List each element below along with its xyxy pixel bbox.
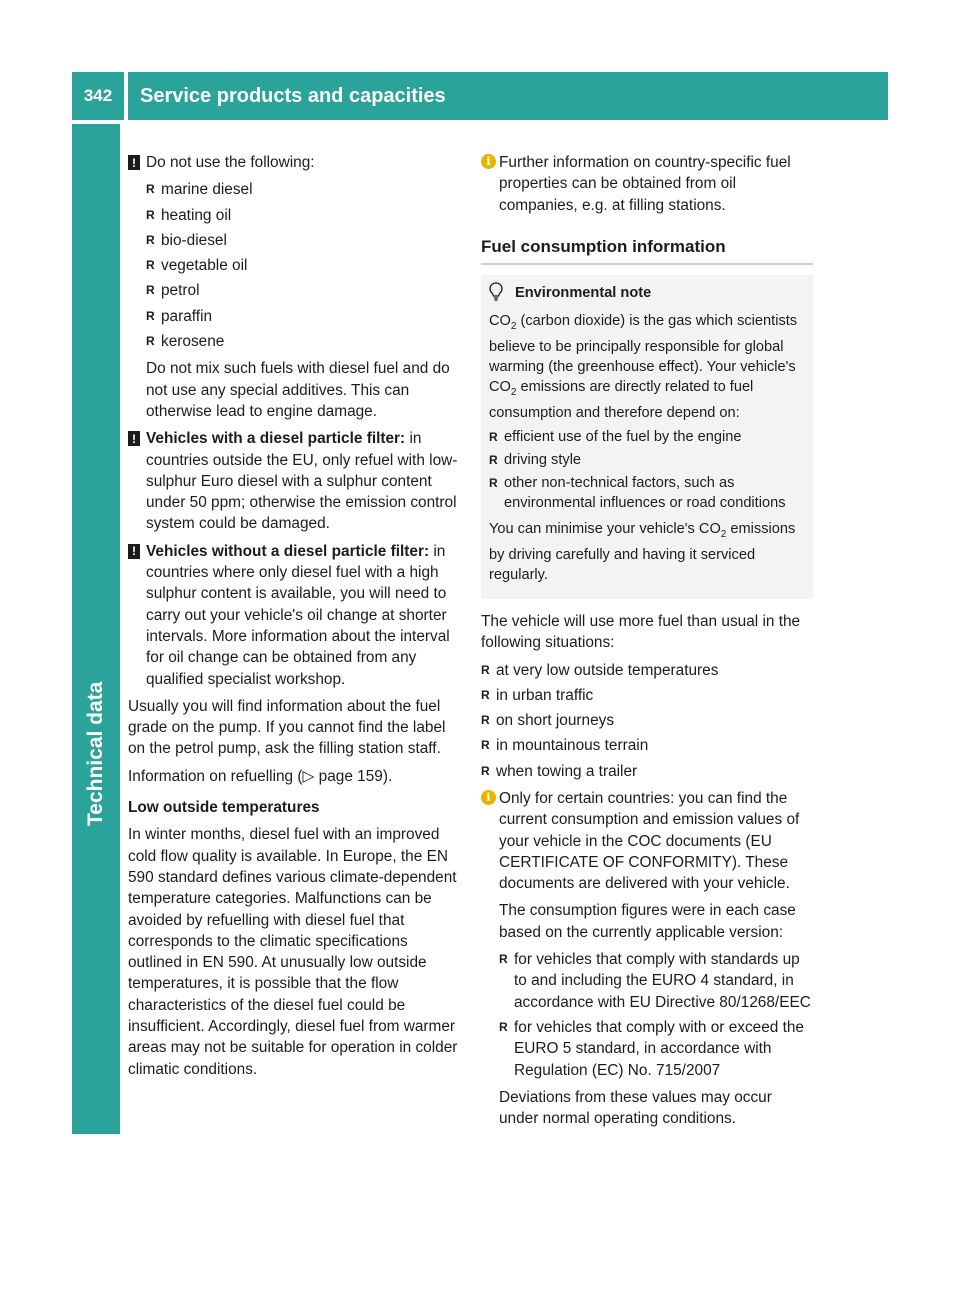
- warning-note-particle-filter: [128, 428, 460, 534]
- list-item: R other non-technical factors, such as environmental influences or road conditions: [489, 475, 786, 511]
- list-item: R paraffin: [146, 306, 460, 327]
- warning-text: Do not use the following:: [146, 154, 315, 171]
- list-item: R petrol: [146, 280, 460, 301]
- info-icon: i: [481, 790, 496, 805]
- warning-note-no-particle-filter: [128, 541, 460, 690]
- page-title: Service products and capacities: [128, 72, 888, 120]
- bullet-icon: R: [481, 662, 490, 677]
- list-item: R when towing a trailer: [481, 761, 813, 782]
- warning-icon: !: [128, 431, 140, 446]
- environmental-note-box: [481, 275, 813, 599]
- list-item: R kerosene: [146, 331, 460, 352]
- consumption-factor-list: [489, 427, 805, 513]
- info-icon: i: [481, 154, 496, 169]
- bullet-icon: R: [489, 476, 498, 490]
- section-heading: Low outside temperatures: [128, 799, 320, 817]
- bullet-icon: R: [146, 258, 155, 273]
- bullet-icon: R: [146, 232, 155, 247]
- environmental-note-heading: Environmental note: [489, 283, 805, 303]
- bullet-icon: R: [146, 308, 155, 323]
- list-item: R bio-diesel: [146, 230, 460, 251]
- body-paragraph: In winter months, diesel fuel with an improved cold flow quality is available. In Europe, the EN 590 standard defines various climate-dependent temperature categories. Malfunctions can be avoided by refuelling with diesel fuel that corresponds to the climatic specifications outlined in EN 590. At unusually low outside temperatures, it is possible that the flow characteristics of the diesel fuel could be insufficient. Accordingly, diesel fuel from warmer areas may not be suitable for operation in colder climatic conditions.: [128, 826, 458, 1078]
- warning-icon: !: [128, 544, 140, 559]
- left-column: [128, 152, 460, 1086]
- bullet-icon: R: [499, 952, 508, 967]
- forbidden-fuel-list: [146, 179, 460, 352]
- warning-heading: Vehicles with a diesel particle filter:: [146, 430, 406, 448]
- list-item: R in urban traffic: [481, 685, 813, 706]
- info-text: Only for certain countries: you can find the current consumption and emission values of your vehicle in the COC documents (EU CERTIFICATE OF CONFORMITY). These documents are delivered with your vehicle.: [499, 789, 800, 893]
- list-item: R driving style: [489, 452, 582, 468]
- warning-text: in countries outside the EU, only refuel with low-sulphur Euro diesel with a sulphur content under 50 ppm; otherwise the emission control system could be damaged.: [146, 430, 458, 533]
- list-item: R in mountainous terrain: [481, 735, 813, 756]
- bullet-icon: R: [499, 1019, 508, 1034]
- list-item: R on short journeys: [481, 710, 813, 731]
- bullet-icon: R: [146, 334, 155, 349]
- section-heading-fuel-consumption: Fuel consumption information: [481, 236, 813, 265]
- info-note-coc-documents: [481, 788, 813, 1129]
- warning-text: in countries where only diesel fuel with a high sulphur content is available, you will need to carry out your vehicle's oil change at shorter intervals. More information about the interval for oil change can be obtained from any qualified specialist workshop.: [146, 542, 450, 688]
- bullet-icon: R: [146, 182, 155, 197]
- warning-note-fuels: [128, 152, 460, 422]
- list-item: R for vehicles that comply with standards up to and including the EURO 4 standard, in accordance with EU Directive 80/1268/EEC: [499, 951, 811, 1011]
- bullet-icon: R: [481, 687, 490, 702]
- bullet-icon: R: [481, 713, 490, 728]
- bullet-icon: R: [489, 430, 498, 444]
- warning-heading: Vehicles without a diesel particle filter:: [146, 542, 430, 560]
- list-item: R vegetable oil: [146, 255, 460, 276]
- info-text: The consumption figures were in each case based on the currently applicable version:: [499, 902, 796, 941]
- environmental-text: You can minimise your vehicle's $CO_2$ emissions by driving carefully and having it serviced regularly.: [489, 521, 796, 583]
- page-ref-arrow-icon[interactable]: ▷: [302, 767, 315, 785]
- warning-icon: !: [128, 155, 140, 170]
- body-paragraph: The vehicle will use more fuel than usual in the following situations:: [481, 612, 801, 652]
- info-note-country-fuel: [481, 152, 813, 216]
- situation-list: [481, 660, 813, 782]
- bullet-icon: R: [481, 763, 490, 778]
- bullet-icon: R: [481, 738, 490, 753]
- bullet-icon: R: [146, 283, 155, 298]
- standards-list: [499, 949, 813, 1081]
- lightbulb-icon: [489, 282, 503, 302]
- bullet-icon: R: [146, 207, 155, 222]
- chapter-tab: [72, 124, 120, 1134]
- page-number: 342: [72, 72, 124, 120]
- warning-text: Do not mix such fuels with diesel fuel and do not use any special additives. This can otherwise lead to engine damage.: [146, 360, 450, 420]
- page-ref-link[interactable]: page 159).: [314, 767, 393, 785]
- info-text: Deviations from these values may occur under normal operating conditions.: [499, 1088, 772, 1128]
- bullet-icon: R: [489, 453, 498, 467]
- list-item: R marine diesel: [146, 179, 460, 200]
- list-item: R efficient use of the fuel by the engine: [489, 429, 742, 445]
- list-item: R heating oil: [146, 205, 460, 226]
- chapter-tab-label: Technical data: [84, 681, 107, 827]
- body-paragraph: Usually you will find information about the fuel grade on the pump. If you cannot find the label on the petrol pump, ask the filling station staff.: [128, 697, 446, 758]
- list-item: R for vehicles that comply with or exceed the EURO 5 standard, in accordance with Regulation (EC) No. 715/2007: [499, 1018, 804, 1079]
- info-text: Further information on country-specific fuel properties can be obtained from oil companies, e.g. at filling stations.: [499, 154, 791, 214]
- environmental-text: $CO_2$ (carbon dioxide) is the gas which scientists believe to be principally responsible for global warming (the greenhouse effect). Your vehicle's $CO_2$ emissions are directly related to fuel consumption and therefore depend on:: [489, 313, 798, 421]
- list-item: R at very low outside temperatures: [481, 660, 813, 681]
- right-column: [481, 152, 813, 1135]
- body-paragraph: Information on refuelling (▷ page 159).: [128, 767, 393, 785]
